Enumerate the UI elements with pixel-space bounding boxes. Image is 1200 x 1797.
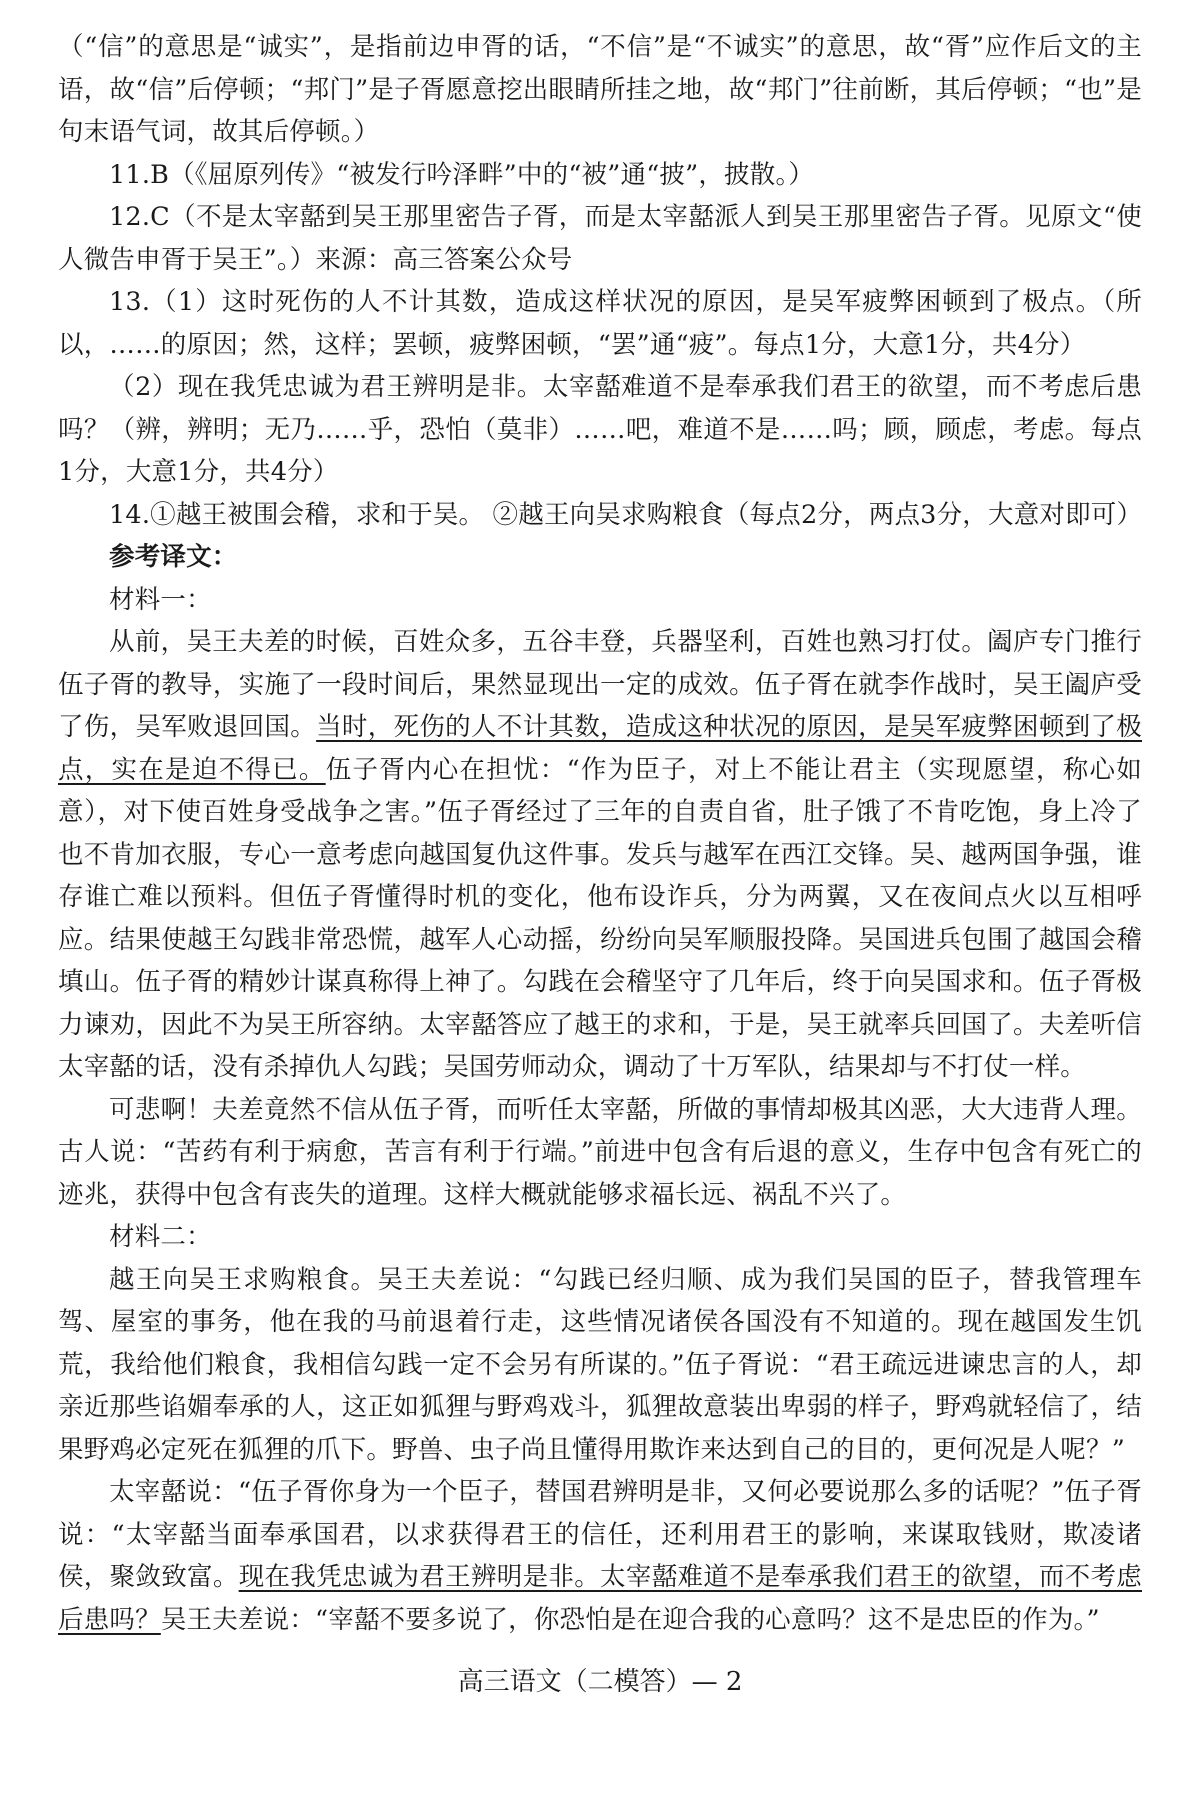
material-one-underlined-sentence: 当时，死伤的人不计其数，造成这种状况的原因，是吴军疲弊困顿到了极点，实在是迫不得已。 xyxy=(58,712,1142,785)
material-two-text-b: 吴王夫差说：“宰嚭不要多说了，你恐怕是在迎合我的心意吗？这不是忠臣的作为。” xyxy=(160,1604,1100,1635)
material-two-text-a: 太宰嚭说：“伍子胥你身为一个臣子，替国君辨明是非，又何必要说那么多的话呢？”伍子胥说：“太宰嚭当面奉承国君，以求获得君王的信任，还利用君王的影响，来谋取钱财，欺凌诸侯，聚敛致富。 xyxy=(58,1477,1142,1592)
material-one-label: 材料一： xyxy=(109,584,212,615)
answer-q14: 14.①越王被围会稽，求和于吴。 ②越王向吴求购粮食（每点2分，两点3分，大意对即可） xyxy=(109,499,1143,530)
material-one-text-b: 伍子胥内心在担忧：“作为臣子，对上不能让君主（实现愿望，称心如意），对下使百姓身受战争之害。”伍子胥经过了三年的自责自省，肚子饿了不肯吃饱，身上冷了也不肯加衣服，专心一意考虑向越国复仇这件事。发兵与越军在西江交锋。吴、越两国争强，谁存谁亡难以预料。但伍子胥懂得时机的变化，他布设诈兵，分为两翼，又在夜间点火以互相呼应。结果使越王勾践非常恐慌，越军人心动摇，纷纷向吴军顺服投降。吴国进兵包围了越国会稽填山。伍子胥的精妙计谋真称得上神了。勾践在会稽坚守了几年后，终于向吴国求和。伍子胥极力谏劝，因此不为吴王所容纳。太宰嚭答应了越王的求和，于是，吴王就率兵回国了。夫差听信太宰嚭的话，没有杀掉仇人勾践；吴国劳师动众，调动了十万军队，结果却与不打仗一样。 xyxy=(58,754,1142,1082)
q10-explanation: （“信”的意思是“诚实”，是指前边申胥的话，“不信”是“不诚实”的意思，故“胥”应作后文的主语，故“信”后停顿；“邦门”是子胥愿意挖出眼睛所挂之地，故“邦门”往前断，其后停顿；“也”是句末语气词，故其后停顿。） xyxy=(58,32,1142,147)
document-body xyxy=(58,26,1142,1641)
material-one-paragraph-1 xyxy=(58,621,1142,1089)
material-two-paragraph-2 xyxy=(58,1471,1142,1641)
answer-q13-part1: 13.（1）这时死伤的人不计其数，造成这样状况的原因，是吴军疲弊困顿到了极点。（所以，……的原因；然，这样；罢顿，疲弊困顿，“罢”通“疲”。每点1分，大意1分，共4分） xyxy=(58,287,1142,360)
page-footer: 高三语文（二模答）— 2 xyxy=(457,1667,743,1697)
translation-heading: 参考译文： xyxy=(109,542,238,572)
material-two-label: 材料二： xyxy=(109,1222,212,1252)
material-two-underlined-sentence: 现在我凭忠诚为君王辨明是非。太宰嚭难道不是奉承我们君王的欲望，而不考虑后患吗？ xyxy=(58,1562,1142,1635)
answer-q12: 12.C（不是太宰嚭到吴王那里密告子胥，而是太宰嚭派人到吴王那里密告子胥。见原文“使人微告申胥于吴王”。）来源：高三答案公众号 xyxy=(58,202,1142,275)
material-one-paragraph-2: 可悲啊！夫差竟然不信从伍子胥，而听任太宰嚭，所做的事情却极其凶恶，大大违背人理。古人说：“苦药有利于病愈，苦言有利于行端。”前进中包含有后退的意义，生存中包含有死亡的迹兆，获得中包含有丧失的道理。这样大概就能够求福长远、祸乱不兴了。 xyxy=(58,1094,1142,1210)
material-one-text-a: 从前，吴王夫差的时候，百姓众多，五谷丰登，兵器坚利，百姓也熟习打仗。阖庐专门推行伍子胥的教导，实施了一段时间后，果然显现出一定的成效。伍子胥在就李作战时，吴王阖庐受了伤，吴军败退回国。 xyxy=(58,627,1142,742)
answer-q11: 11.B（《屈原列传》“被发行吟泽畔”中的“被”通“披”，披散。） xyxy=(109,159,815,190)
answer-q13-part2: （2）现在我凭忠诚为君王辨明是非。太宰嚭难道不是奉承我们君王的欲望，而不考虑后患吗？（辨，辨明；无乃……乎，恐怕（莫非）……吧，难道不是……吗；顾，顾虑，考虑。每点1分，大意1分，共4分） xyxy=(58,372,1142,487)
material-two-paragraph-1: 越王向吴王求购粮食。吴王夫差说：“勾践已经归顺、成为我们吴国的臣子，替我管理车驾、屋室的事务，他在我的马前退着行走，这些情况诸侯各国没有不知道的。现在越国发生饥荒，我给他们粮食，我相信勾践一定不会另有所谋的。”伍子胥说：“君王疏远进谏忠言的人，却亲近那些谄媚奉承的人，这正如狐狸与野鸡戏斗，狐狸故意装出卑弱的样子，野鸡就轻信了，结果野鸡必定死在狐狸的爪下。野兽、虫子尚且懂得用欺诈来达到自己的目的，更何况是人呢？” xyxy=(58,1264,1142,1465)
